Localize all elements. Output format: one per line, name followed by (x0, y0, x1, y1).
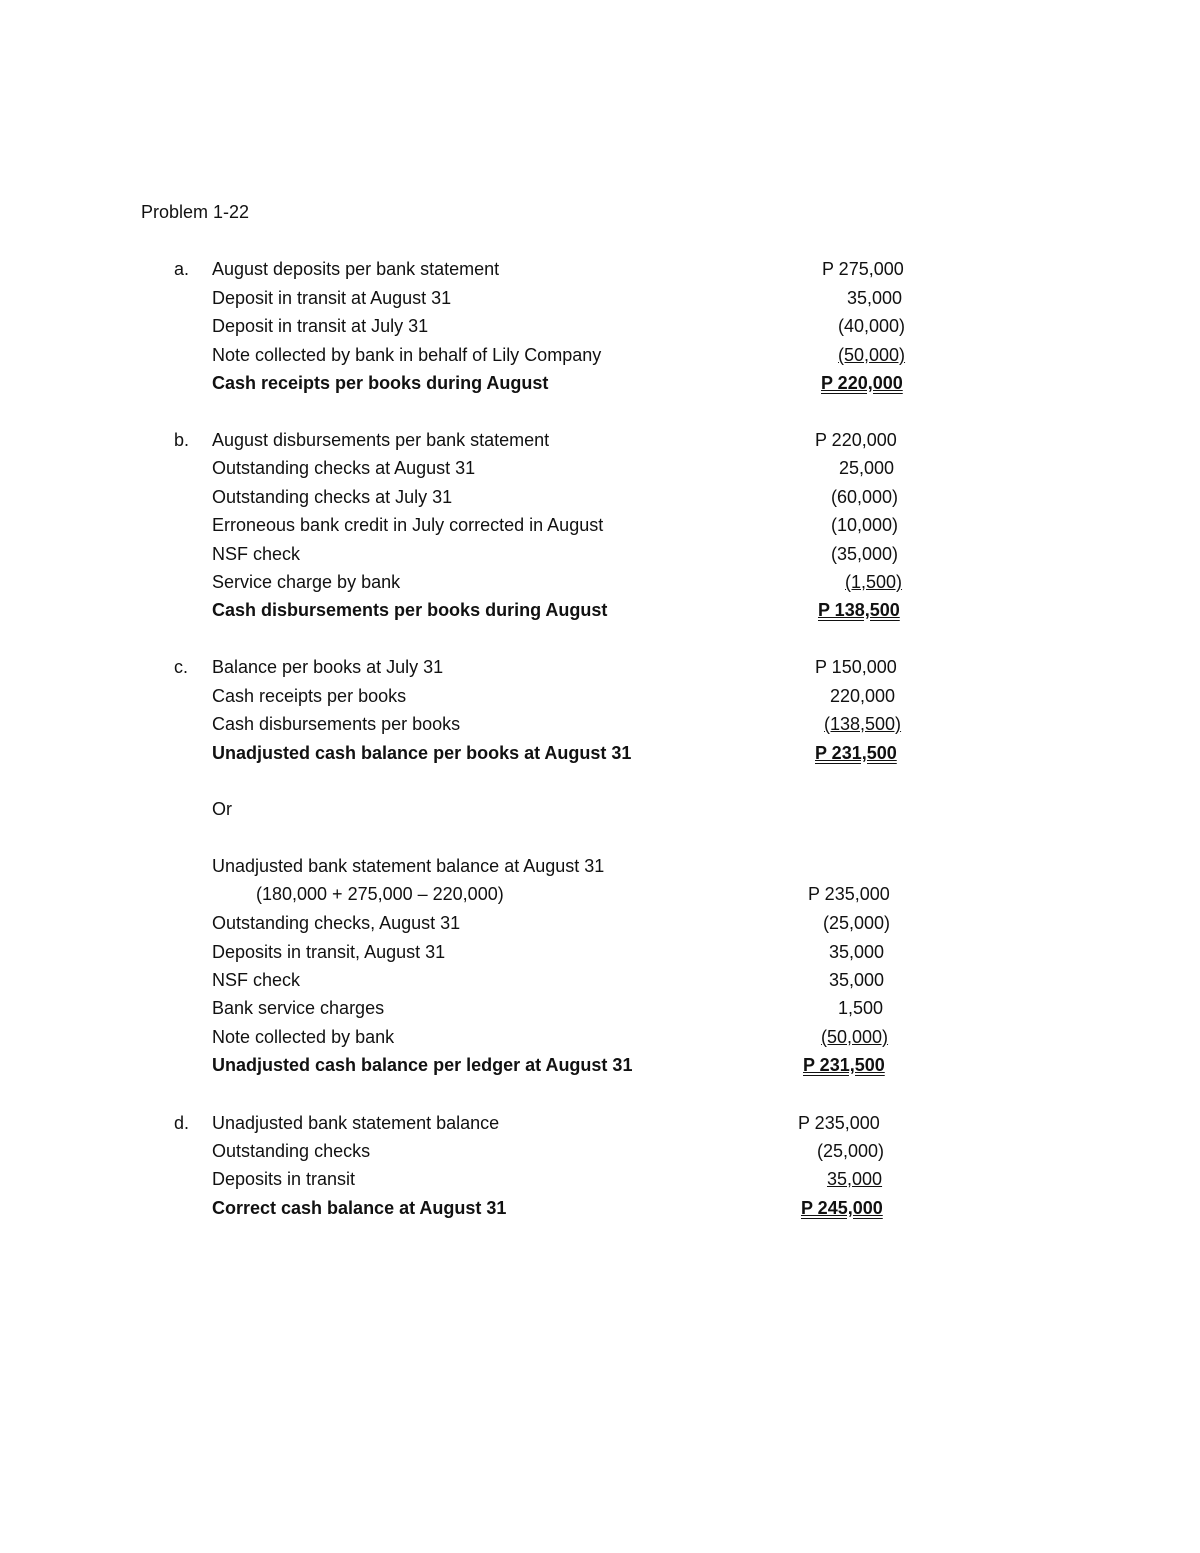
row-amount: (50,000) (838, 345, 906, 365)
row-amount: (35,000) (831, 544, 899, 564)
row-label: Unadjusted cash balance per books at August 31 (212, 743, 632, 763)
page-title: Problem 1-22 (141, 202, 250, 222)
row-label: Service charge by bank (212, 572, 401, 592)
or-line (0, 797, 1200, 821)
row-d-total (0, 1196, 1200, 1220)
row-a-2 (0, 286, 1200, 310)
row-label: August disbursements per bank statement (212, 430, 550, 450)
row-label: (180,000 + 275,000 – 220,000) (256, 884, 504, 904)
row-b-total (0, 598, 1200, 622)
row-label: Cash disbursements per books during August (212, 600, 608, 620)
row-amount: P 150,000 (815, 657, 897, 677)
row-label: Cash receipts per books (212, 686, 407, 706)
row-c-alt-6 (0, 1025, 1200, 1049)
row-label: Bank service charges (212, 998, 385, 1018)
row-c-2 (0, 684, 1200, 708)
row-amount: P 275,000 (822, 259, 904, 279)
row-amount: P 231,500 (815, 743, 897, 763)
row-label: Outstanding checks, August 31 (212, 913, 461, 933)
alt-heading: Unadjusted bank statement balance at August 31 (212, 856, 605, 876)
row-b-2 (0, 456, 1200, 480)
section-b-letter: b. (174, 430, 190, 450)
row-label: Deposit in transit at August 31 (212, 288, 452, 308)
row-a-4 (0, 343, 1200, 367)
row-b-3 (0, 485, 1200, 509)
row-label: NSF check (212, 970, 301, 990)
row-label: Unadjusted bank statement balance (212, 1113, 500, 1133)
row-label: Outstanding checks at July 31 (212, 487, 453, 507)
row-d-3 (0, 1167, 1200, 1191)
row-amount: 25,000 (839, 458, 895, 478)
row-amount: (10,000) (831, 515, 899, 535)
row-a-1 (0, 257, 1200, 281)
or-label: Or (212, 799, 232, 819)
row-amount: 35,000 (829, 970, 885, 990)
row-b-4 (0, 513, 1200, 537)
row-amount: 1,500 (838, 998, 884, 1018)
row-label: NSF check (212, 544, 301, 564)
row-amount: (25,000) (823, 913, 891, 933)
row-amount: (60,000) (831, 487, 899, 507)
row-amount: (138,500) (824, 714, 902, 734)
row-label: Unadjusted cash balance per ledger at August 31 (212, 1055, 633, 1075)
row-amount: P 235,000 (808, 884, 890, 904)
row-a-3 (0, 314, 1200, 338)
row-c-3 (0, 712, 1200, 736)
row-b-5 (0, 542, 1200, 566)
row-a-total (0, 371, 1200, 395)
row-c-alt-total (0, 1053, 1200, 1077)
row-c-1 (0, 655, 1200, 679)
row-amount: P 245,000 (801, 1198, 883, 1218)
row-amount: 220,000 (830, 686, 896, 706)
row-c-alt-4 (0, 968, 1200, 992)
row-amount: P 220,000 (821, 373, 903, 393)
row-amount: 35,000 (829, 942, 885, 962)
row-amount: P 138,500 (818, 600, 900, 620)
row-b-1 (0, 428, 1200, 452)
row-label: Cash receipts per books during August (212, 373, 549, 393)
row-label: Outstanding checks (212, 1141, 371, 1161)
row-amount: (1,500) (845, 572, 903, 592)
row-label: Correct cash balance at August 31 (212, 1198, 507, 1218)
row-label: Note collected by bank (212, 1027, 395, 1047)
row-label: August deposits per bank statement (212, 259, 500, 279)
section-d-letter: d. (174, 1113, 190, 1133)
row-amount: (40,000) (838, 316, 906, 336)
row-label: Balance per books at July 31 (212, 657, 444, 677)
row-d-2 (0, 1139, 1200, 1163)
row-amount: P 231,500 (803, 1055, 885, 1075)
row-c-alt-1 (0, 882, 1200, 906)
row-label: Deposits in transit, August 31 (212, 942, 446, 962)
row-c-alt-3 (0, 940, 1200, 964)
row-c-total (0, 741, 1200, 765)
row-d-1 (0, 1111, 1200, 1135)
row-c-alt-5 (0, 996, 1200, 1020)
row-amount: 35,000 (847, 288, 903, 308)
row-label: Erroneous bank credit in July corrected in August (212, 515, 604, 535)
row-label: Cash disbursements per books (212, 714, 461, 734)
row-label: Outstanding checks at August 31 (212, 458, 476, 478)
row-amount: 35,000 (827, 1169, 883, 1189)
section-a-letter: a. (174, 259, 190, 279)
row-amount: (25,000) (817, 1141, 885, 1161)
row-amount: P 235,000 (798, 1113, 880, 1133)
row-amount: P 220,000 (815, 430, 897, 450)
section-c-letter: c. (174, 657, 189, 677)
alt-heading-line (0, 854, 1200, 878)
row-c-alt-2 (0, 911, 1200, 935)
row-label: Deposit in transit at July 31 (212, 316, 429, 336)
row-b-6 (0, 570, 1200, 594)
row-label: Note collected by bank in behalf of Lily Company (212, 345, 602, 365)
row-amount: (50,000) (821, 1027, 889, 1047)
row-label: Deposits in transit (212, 1169, 356, 1189)
